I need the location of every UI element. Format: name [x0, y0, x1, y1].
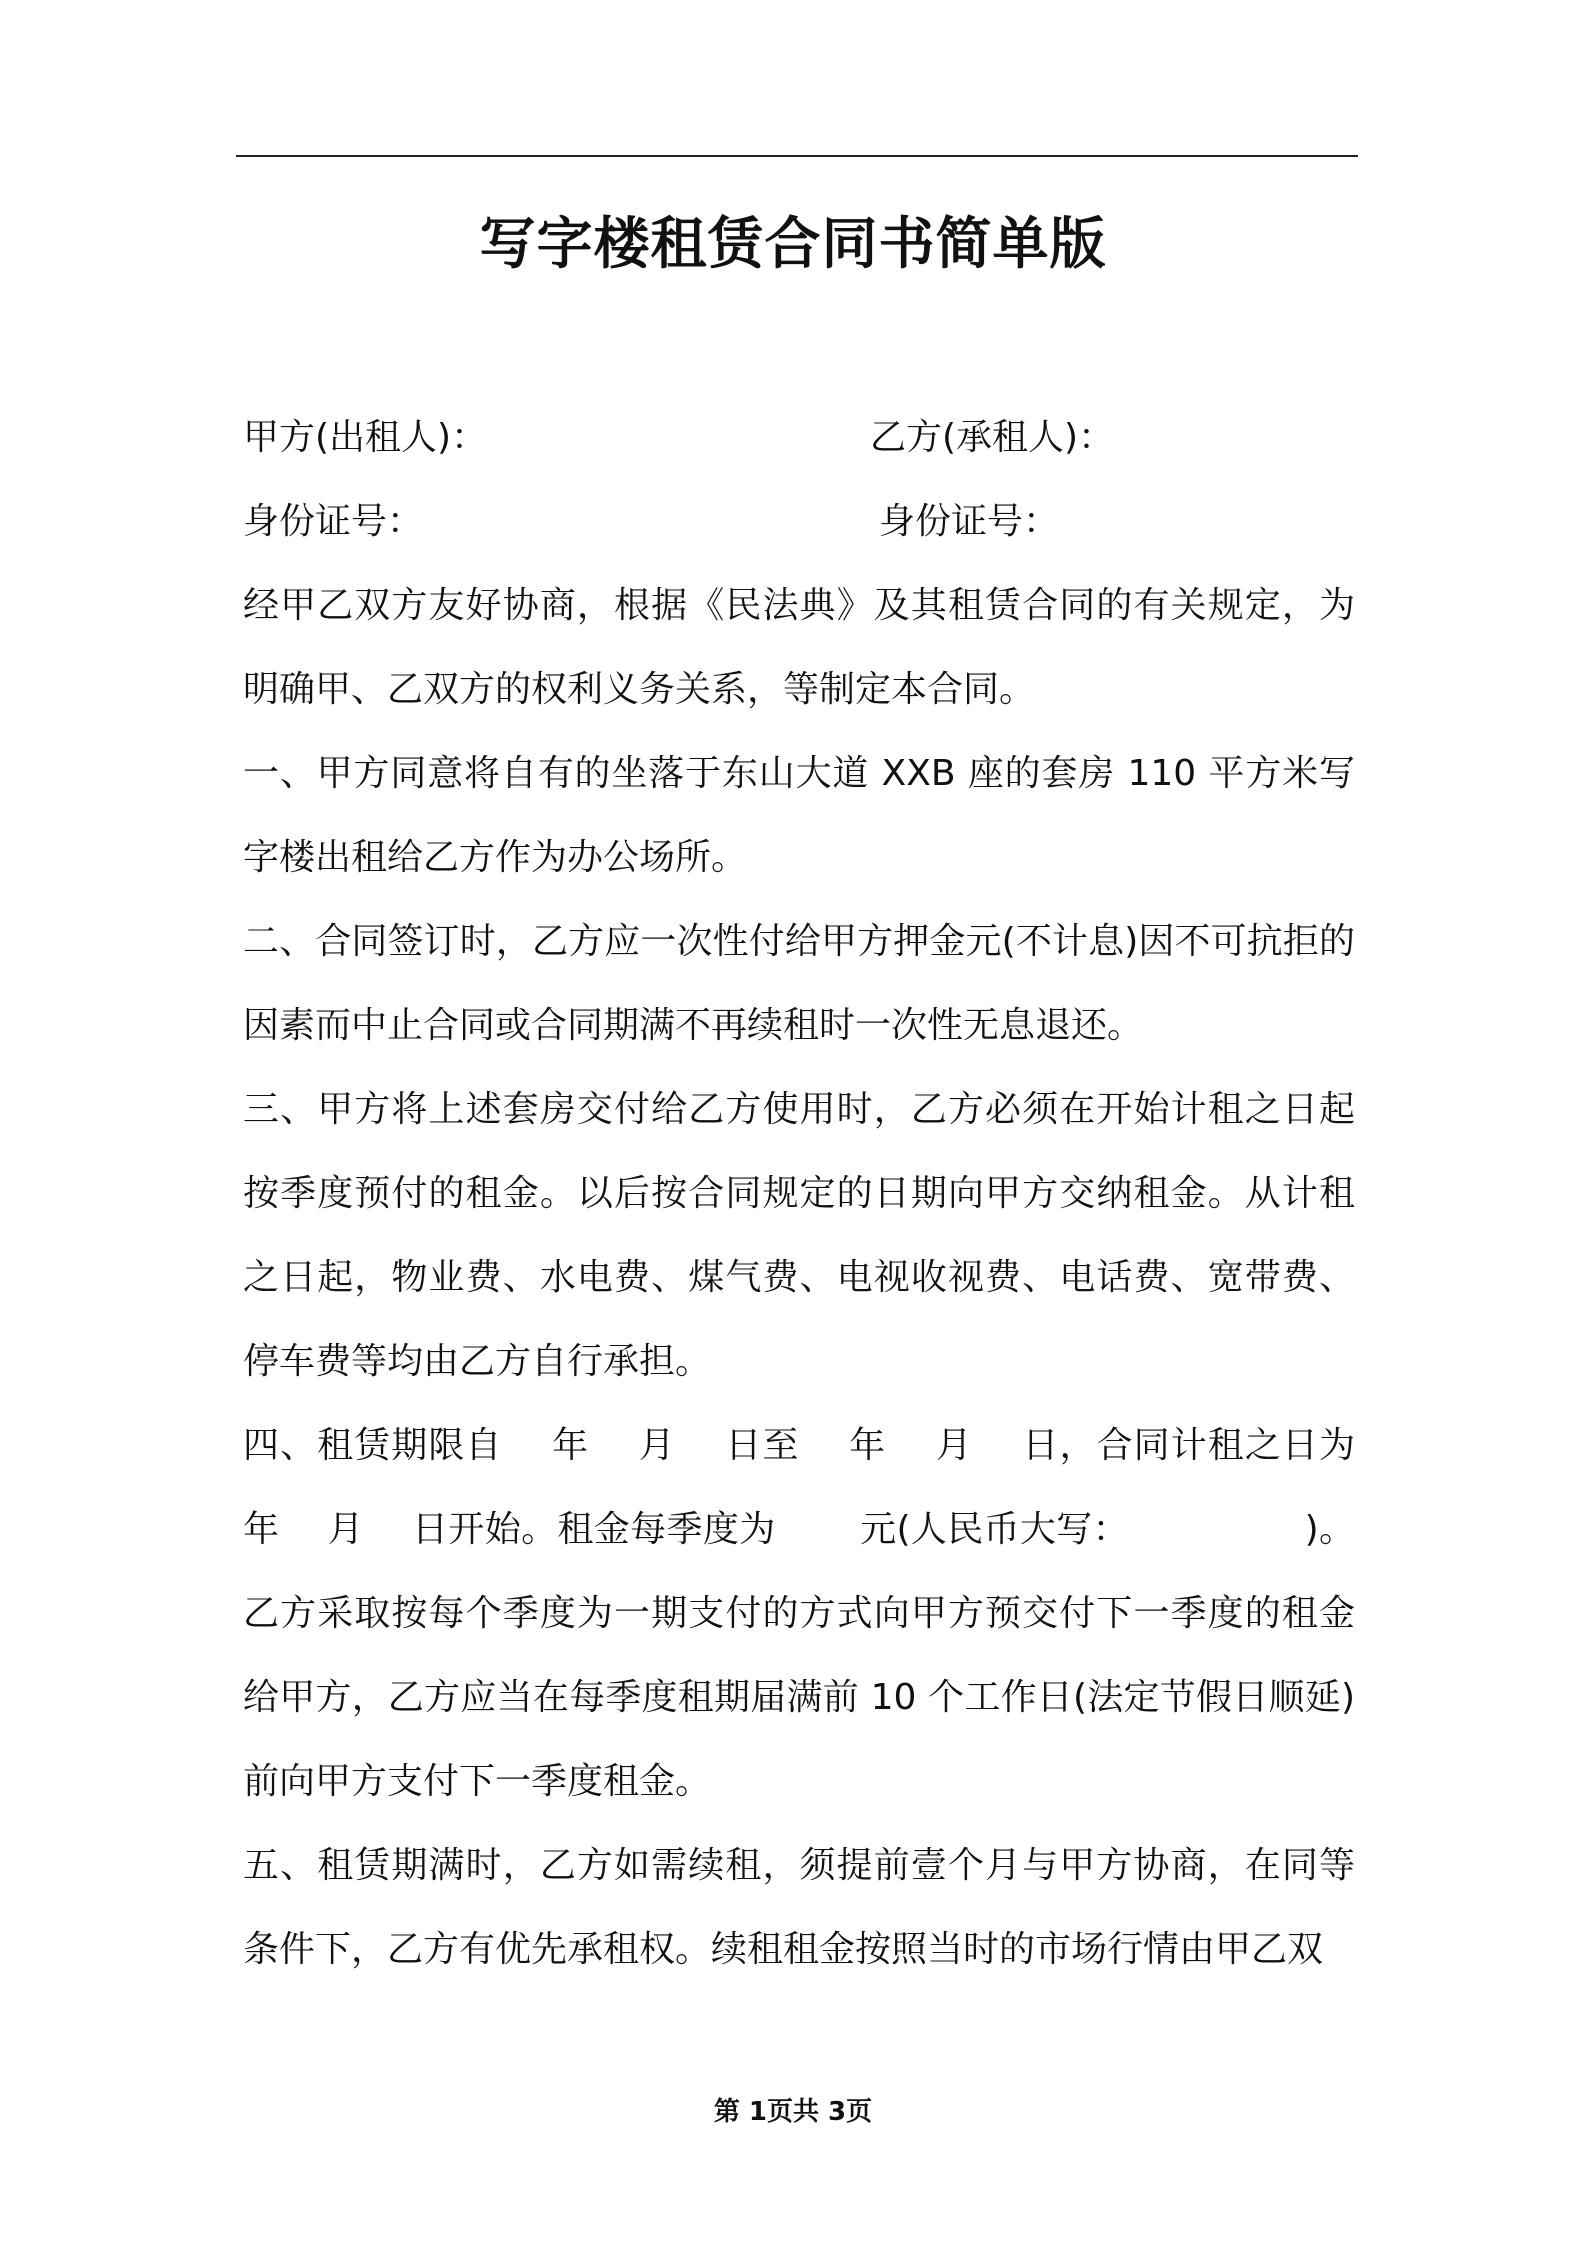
parties-block — [243, 396, 1355, 564]
contract-body — [243, 564, 1403, 1992]
party-b-id-label: 身份证号： — [879, 501, 1060, 542]
paragraph-clause-1: 一、甲方同意将自有的坐落于东山大道 XXB 座的套房 110 平方米写字楼出租给乙方作为办公场所。 — [243, 753, 1355, 878]
header-rule — [236, 155, 1358, 157]
party-a-id-label: 身份证号： — [243, 501, 424, 542]
party-b-label: 乙方(承租人)： — [870, 417, 1115, 458]
page-footer: 第 1页共 3页 — [713, 2097, 873, 2127]
paragraph-clause-5: 五、租赁期满时，乙方如需续租，须提前壹个月与甲方协商，在同等条件下，乙方有优先承租权。续租租金按照当时的市场行情由甲乙双 — [243, 1845, 1355, 1970]
paragraph-intro: 经甲乙双方友好协商，根据《民法典》及其租赁合同的有关规定，为明确甲、乙双方的权利义务关系，等制定本合同。 — [243, 585, 1355, 710]
party-row — [243, 396, 1355, 480]
paragraph-clause-4: 四、租赁期限自 年 月 日至 年 月 日，合同计租之日为 年 月 日开始。租金每季度为 元(人民币大写： )。乙方采取按每个季度为一期支付的方式向甲方预交付下一季度的租金给甲方，乙方应当在每季度租期届满前 10 个工作日(法定节假日顺延)前向甲方支付下一季度租金。 — [243, 1425, 1403, 1802]
id-row — [243, 480, 1355, 564]
document-title: 写字楼租赁合同书简单版 — [479, 212, 1107, 277]
paragraph-clause-2: 二、合同签订时，乙方应一次性付给甲方押金元(不计息)因不可抗拒的因素而中止合同或合同期满不再续租时一次性无息退还。 — [243, 921, 1355, 1046]
party-a-label: 甲方(出租人)： — [243, 417, 488, 458]
paragraph-clause-3: 三、甲方将上述套房交付给乙方使用时，乙方必须在开始计租之日起按季度预付的租金。以后按合同规定的日期向甲方交纳租金。从计租之日起，物业费、水电费、煤气费、电视收视费、电话费、宽带费、停车费等均由乙方自行承担。 — [243, 1089, 1355, 1382]
